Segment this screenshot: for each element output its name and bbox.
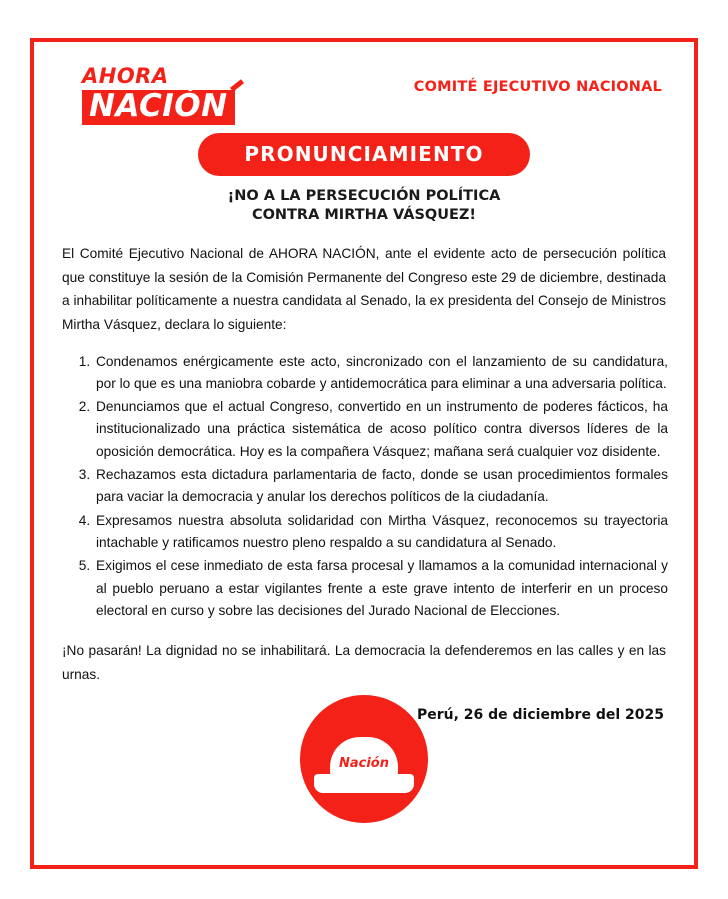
list-item: 4. Expresamos nuestra absoluta solidaridad con Mirtha Vásquez, reconocemos su trayectoria intachable y ratificamos nuestro pleno respaldo a su candidatura al Senado. [94,510,668,555]
committee-title: COMITÉ EJECUTIVO NACIONAL [413,79,662,95]
hardhat-brim-shape [314,774,414,793]
emblem-container [34,695,694,823]
list-item: 2. Denunciamos que el actual Congreso, convertido en un instrumento de poderes fácticos, ha institucionalizado una práctica sistemática de acoso político contra diversos líderes de la oposición democrática. Hoy es la compañera Vásquez; mañana será cualquier voz disidente. [94,396,668,463]
points-list [60,351,668,623]
document-subtitle [60,187,668,225]
logo-text-ahora: AHORA [82,64,169,88]
subtitle-line-2: CONTRA MIRTHA VÁSQUEZ! [251,207,477,224]
emblem-label: Nación [338,756,389,771]
red-border-frame [30,38,698,869]
list-item: 3. Rechazamos esta dictadura parlamentaria de facto, donde se usan procedimientos formales para vaciar la democracia y anular los derechos políticos de la ciudadanía. [94,464,668,509]
pronouncement-banner [60,133,668,176]
hardhat-emblem-icon [300,695,428,823]
intro-paragraph: El Comité Ejecutivo Nacional de AHORA NACIÓN, ante el evidente acto de persecución política que constituye la sesión de la Comisión Permanente del Congreso este 29 de diciembre, destinada a inhabilitar políticamente a nuestra candidata al Senado, la ex presidenta del Consejo de Ministros Mirtha Vásquez, declara lo siguiente: [62,246,666,332]
closing-paragraph: ¡No pasarán! La dignidad no se inhabilitará. La democracia la defenderemos en las calles y en las urnas. [62,643,666,682]
logo-nacion-label: NACIÓN [89,88,228,124]
list-item: 5. Exigimos el cese inmediato de esta farsa procesal y llamamos a la comunidad internacional y al pueblo peruano a estar vigilantes frente a este grave intento de interferir en un proceso electoral en curso y sobre las decisiones del Jurado Nacional de Elecciones. [94,555,668,622]
list-item: 1. Condenamos enérgicamente este acto, sincronizado con el lanzamiento de su candidatura, por lo que es una maniobra cobarde y antidemocrática para eliminar a una adversaria política. [94,351,668,396]
party-logo [60,62,235,125]
subtitle-line-1: ¡NO A LA PERSECUCIÓN POLÍTICA [227,188,501,204]
logo-text-nacion [82,90,235,125]
pronouncement-pill-label: PRONUNCIAMIENTO [198,133,529,176]
place-and-date: Perú, 26 de diciembre del 2025 [416,706,664,723]
document-header [60,62,668,125]
